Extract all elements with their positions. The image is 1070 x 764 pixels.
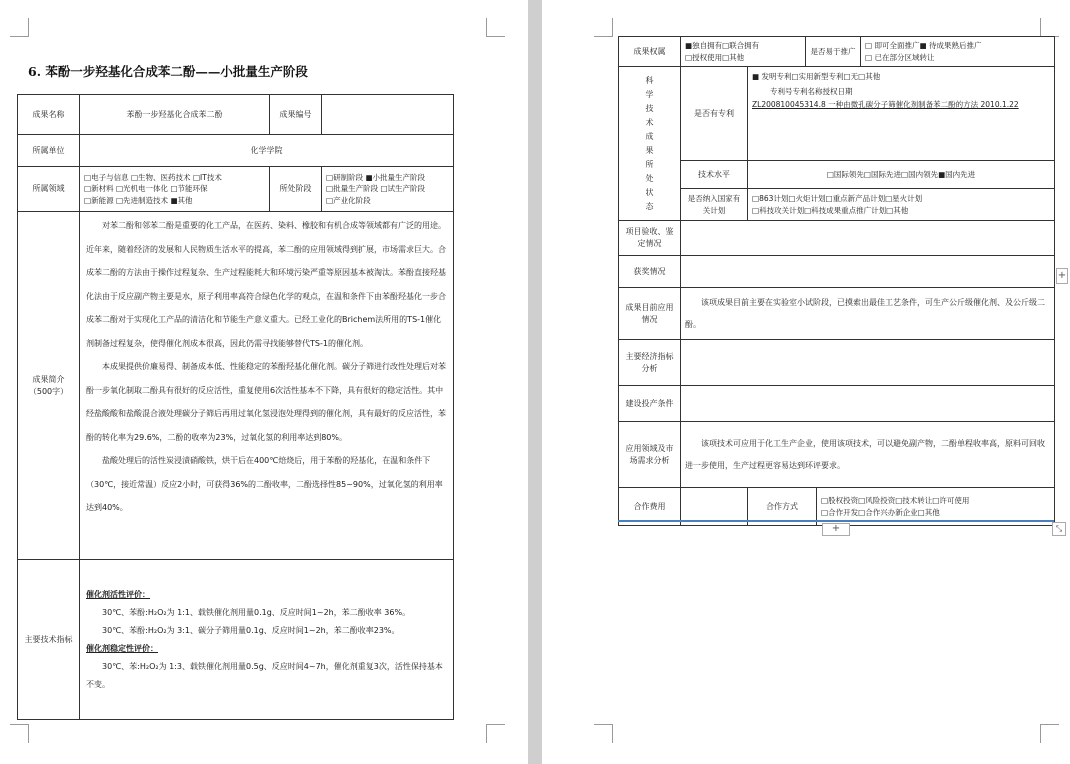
- ownership-label: 成果权属: [619, 37, 681, 67]
- tech-label: 主要技术指标: [18, 560, 80, 720]
- row-name: [18, 95, 454, 135]
- patent-entry: ZL200810045314.8 一种由微孔碳分子筛催化剂制备苯二酚的方法 2010.1.22: [752, 100, 1019, 109]
- crop-mark: [1040, 724, 1059, 743]
- name-label: 成果名称: [18, 95, 80, 135]
- row-ownership: [619, 37, 1055, 67]
- patent-types[interactable]: ■ 发明专利□实用新型专利□无□其他: [752, 72, 881, 81]
- awards-label: 获奖情况: [619, 256, 681, 288]
- achievement-form-table-right: [618, 36, 1055, 526]
- cost-label: 合作费用: [619, 488, 681, 526]
- document-page-right: [542, 0, 1070, 764]
- economics-label: 主要经济指标分析: [619, 340, 681, 386]
- unit-value[interactable]: 化学学院: [80, 135, 454, 167]
- row-awards: [619, 256, 1055, 288]
- promote-label: 是否易于推广: [806, 37, 861, 67]
- stage-option-line[interactable]: □批量生产阶段 □试生产阶段: [326, 184, 426, 194]
- promote-option-line[interactable]: □ 即可全面推广■ 待成果熟后推广: [865, 41, 982, 51]
- application-text: 该项成果目前主要在实验室小试阶段，已摸索出最佳工艺条件，可生产公斤级催化剂、及公斤级二酚。: [685, 297, 1045, 329]
- conditions-label: 建设投产条件: [619, 386, 681, 422]
- mode-option-line[interactable]: □合作开发□合作兴办新企业□其他: [821, 507, 940, 517]
- add-row-button[interactable]: +: [822, 523, 850, 536]
- crop-mark: [486, 18, 505, 37]
- intro-paragraph: 本成果提供价廉易得、制备成本低、性能稳定的苯酚羟基化催化剂。碳分子筛进行改性处理后对苯酚一步氧化制取二酚具有很好的反应活性，重复使用6次活性基本不下降，具有很好的稳定活性。其中经盐酸酸和盐酸混合液处理碳分子筛后再用过氧化氢浸泡处理得到的催化剂，具有最好的反应活性，苯酚的转化率为29.6%，二酚的收率为23%，过氧化氢的利用率达到80%。: [86, 362, 446, 442]
- level-options[interactable]: □国际领先□国际先进□国内领先■国内先进: [748, 161, 1055, 189]
- field-option-line[interactable]: □电子与信息 □生物、医药技术 □IT技术: [84, 173, 222, 183]
- tech-heading: 催化剂活性评价：: [86, 589, 150, 599]
- code-value[interactable]: [322, 95, 454, 135]
- row-patent: [619, 67, 1055, 161]
- intro-text[interactable]: [80, 212, 454, 560]
- document-page-left: [0, 0, 528, 764]
- ownership-options[interactable]: [681, 37, 806, 67]
- application-label: 成果目前应用情况: [619, 288, 681, 340]
- row-economics: [619, 340, 1055, 386]
- intro-label-text: 成果简介: [32, 374, 65, 384]
- acceptance-value[interactable]: [681, 221, 1055, 256]
- tech-line: 30℃、苯酚:H₂O₂为 1:1、载铁催化剂用量0.1g、反应时间1~2h，苯二酚收率 36%。: [102, 607, 411, 617]
- row-application: [619, 288, 1055, 340]
- level-label: 技术水平: [681, 161, 748, 189]
- row-tech: [18, 560, 454, 720]
- awards-value[interactable]: [681, 256, 1055, 288]
- row-unit: [18, 135, 454, 167]
- intro-label: [18, 212, 80, 560]
- tech-line: 30℃、苯酚:H₂O₂为 3:1、碳分子筛用量0.1g、反应时间1~2h，苯二酚收率23%。: [102, 625, 400, 635]
- ownership-option-line[interactable]: □授权使用□其他: [685, 52, 745, 62]
- section-title: 6. 苯酚一步羟基化合成苯二酚——小批量生产阶段: [28, 64, 308, 79]
- row-level: [619, 161, 1055, 189]
- acceptance-label: 项目验收、鉴定情况: [619, 221, 681, 256]
- mode-label: 合作方式: [748, 488, 817, 526]
- stage-option-line[interactable]: □产业化阶段: [326, 195, 371, 205]
- page-gutter: [528, 0, 542, 764]
- row-intro: [18, 212, 454, 560]
- stage-option-line[interactable]: □研制阶段 ■小批量生产阶段: [326, 173, 426, 183]
- economics-value[interactable]: [681, 340, 1055, 386]
- patent-label: 是否有专利: [681, 67, 748, 161]
- name-value[interactable]: 苯酚一步羟基化合成苯二酚: [80, 95, 270, 135]
- field-label: 所属领域: [18, 167, 80, 212]
- plan-option-line[interactable]: □863计划□火炬计划□重点新产品计划□星火计划: [752, 194, 923, 204]
- unit-label: 所属单位: [18, 135, 80, 167]
- intro-paragraph: 盐酸处理后的活性炭浸渍硝酸铁，烘干后在400℃焙烧后，用于苯酚的羟基化，在温和条件下（30℃，接近常温）反应2小时，可获得36%的二酚收率，二酚选择性85~90%，过氧化氢的利用率达到40%。: [86, 456, 443, 512]
- row-plan: [619, 189, 1055, 221]
- plan-option-line[interactable]: □科技攻关计划□科技成果重点推广计划□其他: [752, 205, 909, 215]
- market-value[interactable]: [681, 422, 1055, 488]
- intro-paragraph: 对苯二酚和邻苯二酚是重要的化工产品，在医药、染料、橡胶和有机合成等领域都有广泛的用途。近年来，随着经济的发展和人民物质生活水平的提高，苯二酚的应用领域得到扩展，市场需求巨大。合成苯二酚的方法由于操作过程复杂、生产过程能耗大和环境污染严重等原因基本被淘汰。苯酚直接羟基化法由于反应副产物主要是水，原子利用率高符合绿色化学的观点，在温和条件下由苯酚羟基化一步合成苯二酚对于实现化工产品的清洁化和节能生产意义重大。已经工业化的Brichem法所用的TS-1催化剂制备过程复杂，使得催化剂成本很高，因此仍需寻找能够替代TS-1的催化剂。: [86, 221, 446, 348]
- crop-mark: [10, 18, 29, 37]
- conditions-value[interactable]: [681, 386, 1055, 422]
- row-conditions: [619, 386, 1055, 422]
- plan-label: 是否纳入国家有关计划: [681, 189, 748, 221]
- patent-details[interactable]: [748, 67, 1055, 161]
- row-field: [18, 167, 454, 212]
- field-option-line[interactable]: □新能源 □先进制造技术 ■其他: [84, 195, 193, 205]
- ownership-option-line[interactable]: ■独自拥有□联合拥有: [685, 41, 760, 51]
- plan-options[interactable]: [748, 189, 1055, 221]
- tech-indicators[interactable]: [80, 560, 454, 720]
- field-options[interactable]: [80, 167, 270, 212]
- row-acceptance: [619, 221, 1055, 256]
- market-text: 该项技术可应用于化工生产企业，使用该项技术，可以避免副产物，二酚单程收率高，原料可回收进一步使用，生产过程更容易达到环评要求。: [685, 438, 1045, 470]
- intro-label-sub: （500字）: [28, 386, 69, 396]
- crop-mark: [10, 724, 29, 743]
- market-label: 应用领域及市场需求分析: [619, 422, 681, 488]
- promote-options[interactable]: [861, 37, 1055, 67]
- row-market: [619, 422, 1055, 488]
- patent-header: 专利号专利名称授权日期: [770, 87, 853, 96]
- code-label: 成果编号: [270, 95, 322, 135]
- table-resize-handle[interactable]: ⤡: [1052, 522, 1066, 536]
- mode-option-line[interactable]: □股权投资□风险投资□技术转让□许可使用: [821, 496, 970, 506]
- add-column-button[interactable]: +: [1056, 268, 1068, 284]
- table-selection-line: [618, 520, 1054, 522]
- status-label: [619, 67, 681, 221]
- tech-line: 30℃、苯:H₂O₂为 1:3、载铁催化剂用量0.5g、反应时间4~7h，催化剂重复3次，活性保持基本不变。: [86, 661, 443, 689]
- application-value[interactable]: [681, 288, 1055, 340]
- crop-mark: [1040, 18, 1059, 37]
- stage-options[interactable]: [322, 167, 454, 212]
- crop-mark: [594, 18, 613, 37]
- achievement-form-table-left: [17, 94, 454, 720]
- tech-heading: 催化剂稳定性评价：: [86, 643, 158, 653]
- promote-option-line[interactable]: □ 已在部分区域转让: [865, 52, 935, 62]
- crop-mark: [594, 724, 613, 743]
- field-option-line[interactable]: □新材料 □光机电一体化 □节能环保: [84, 184, 208, 194]
- status-label-text: 科学技术成果所处状态: [645, 75, 654, 211]
- crop-mark: [486, 724, 505, 743]
- stage-label: 所处阶段: [270, 167, 322, 212]
